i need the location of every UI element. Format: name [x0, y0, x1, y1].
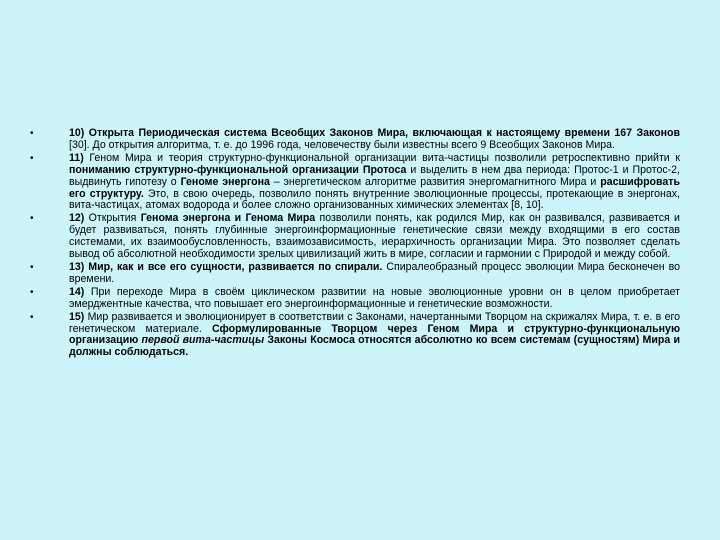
list-item-text: [69, 128, 680, 152]
list-item-text: [69, 213, 680, 261]
text-run: Геноме энергона: [180, 175, 270, 188]
text-run: [30]. До открытия алгоритма, т. е. до 1996 года, человечеству были известны всего 9 Всеобщих Законов Мира.: [69, 138, 615, 151]
bullet-icon: •: [30, 311, 34, 323]
list-item: [30, 153, 680, 213]
list-item: [30, 262, 680, 286]
text-run: Генома энергона и Генома Мира: [140, 212, 316, 225]
text-run: 13) Мир, как и все его сущности, развивается по спирали.: [69, 260, 383, 273]
text-run: расшифровать его структуру.: [69, 175, 680, 200]
bullet-icon: •: [30, 152, 34, 164]
text-run: Открытия: [88, 212, 141, 225]
bullet-icon: •: [30, 286, 34, 298]
bullet-icon: •: [30, 213, 34, 225]
principles-list: [30, 128, 680, 360]
list-item-text: [69, 153, 680, 213]
list-item: [30, 287, 680, 311]
text-run: 10) Открыта Периодическая система Всеобщих Законов Мира, включающая к настоящему времени 167 Законов: [69, 127, 680, 139]
list-item-text: [69, 312, 680, 360]
list-item-text: [69, 287, 680, 311]
text-run: Спиралеобразный процесс эволюции Мира бесконечен во времени.: [69, 260, 681, 285]
text-run: 11): [69, 151, 90, 164]
text-run: Сформулированные Творцом через Геном Мира и структурно-функциональную организацию: [69, 322, 680, 347]
text-run: Законы Космоса относятся абсолютно ко всем системам (сущностям) Мира и должны соблюдаться.: [69, 334, 680, 359]
text-run: 12): [69, 212, 89, 225]
list-item: [30, 128, 680, 152]
text-run: Мир развивается и эволюционирует в соответствии с Законами, начертанными Творцом на скрижалях Мира, т. е. в его генетическом материале.: [69, 310, 680, 335]
text-run: позволили понять, как родился Мир, как он развивался, развивается и будет развиваться, понять глубинные энергоинформационные генетические связи между входящими в его состав системами, их взаимообусловленность, взаимозависимость, иерархичность организации Мира. Это позволяет сделать вывод об абсолютной необходимости зрелых цивилизаций жить в мире, согласии и гармонии с Природой и между собой.: [69, 212, 680, 261]
text-run: – энергетическом алгоритме развития энергомагнитного Мира и: [269, 175, 601, 188]
text-run: Это, в свою очередь, позволило понять внутренние эволюционные процессы, протекающие в энергонах, вита-частицах, атомах водорода и более сложно организованных химических элементах [8, 10].: [69, 187, 680, 212]
bullet-icon: •: [30, 261, 34, 273]
text-run: При переходе Мира в своём цикличеcком развитии на новые эволюционные уровни он в целом приобретает эмерджентные качества, что повышает его энергоинформационные и генетические возможности.: [69, 285, 680, 310]
list-item-text: [69, 262, 680, 286]
list-item: [30, 312, 680, 360]
text-run: 14): [69, 285, 85, 298]
text-run: и выделить в нем два периода: Протос-1 и Протос-2, выдвинуть гипотезу о: [69, 163, 680, 188]
text-run: 15): [69, 310, 85, 323]
text-run: первой вита-частицы: [141, 334, 265, 347]
list-item: [30, 213, 680, 261]
bullet-icon: •: [30, 128, 34, 139]
text-run: Геном Мира и теория структурно-функциональной организации вита-частицы позволили ретроспективно прийти к: [89, 151, 680, 164]
text-run: пониманию структурно-функциональной организации Протоса: [69, 163, 407, 176]
